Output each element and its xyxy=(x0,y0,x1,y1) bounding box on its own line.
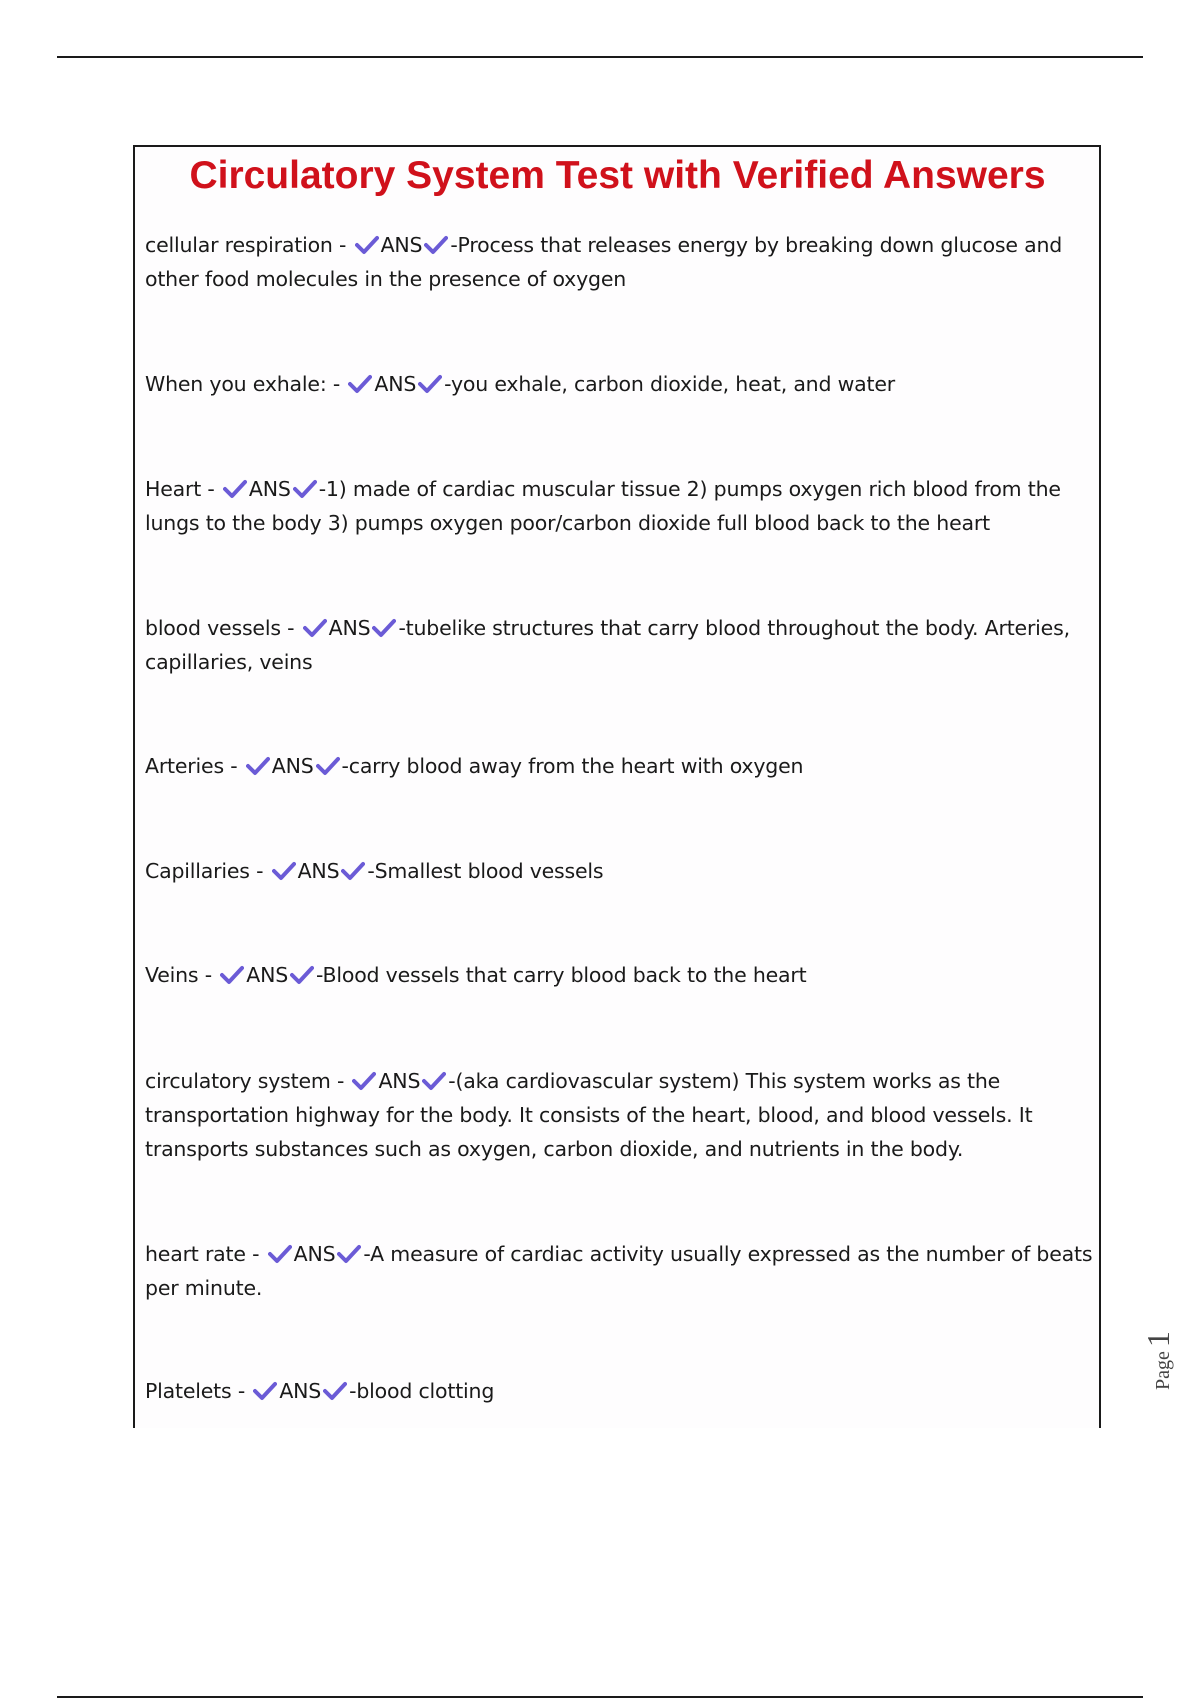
answer-marker: ANS xyxy=(279,1379,322,1403)
page-number-label xyxy=(1140,1331,1177,1390)
answer-marker: ANS xyxy=(378,1069,421,1093)
answer-marker: ANS xyxy=(297,859,340,883)
checkmark-icon xyxy=(355,235,379,255)
checkmark-icon xyxy=(253,1381,277,1401)
answer-marker: ANS xyxy=(374,372,417,396)
answer-marker: ANS xyxy=(380,233,423,257)
checkmark-icon xyxy=(422,1071,446,1091)
term: Heart - xyxy=(145,477,215,501)
checkmark-icon xyxy=(424,235,448,255)
list-item xyxy=(145,958,1095,992)
checkmark-icon xyxy=(303,618,327,638)
answer-marker: ANS xyxy=(271,754,314,778)
checkmark-icon xyxy=(290,965,314,985)
answer-marker: ANS xyxy=(246,963,289,987)
term: Capillaries - xyxy=(145,859,264,883)
definition: -blood clotting xyxy=(349,1379,495,1403)
definition: -Blood vessels that carry blood back to the heart xyxy=(316,963,807,987)
term: Veins - xyxy=(145,963,212,987)
list-item xyxy=(145,367,1095,401)
definition: -(aka cardiovascular system) This system works as the transportation highway for the body. It consists of the heart, blood, and blood vessels. It transports substances such as oxygen, carbon dioxide, and nutrients in the body. xyxy=(145,1069,1033,1161)
checkmark-icon xyxy=(268,1244,292,1264)
checkmark-icon xyxy=(246,756,270,776)
term: heart rate - xyxy=(145,1242,260,1266)
checkmark-icon xyxy=(323,1381,347,1401)
list-item xyxy=(145,228,1095,296)
definition: -tubelike structures that carry blood throughout the body. Arteries, capillaries, veins xyxy=(145,616,1070,674)
definition: -A measure of cardiac activity usually expressed as the number of beats per minute. xyxy=(145,1242,1093,1300)
definition: -you exhale, carbon dioxide, heat, and water xyxy=(444,372,896,396)
answer-marker: ANS xyxy=(328,616,371,640)
term: When you exhale: - xyxy=(145,372,341,396)
page-number: 1 xyxy=(1140,1331,1176,1348)
checkmark-icon xyxy=(348,374,372,394)
term: Platelets - xyxy=(145,1379,246,1403)
definition: -carry blood away from the heart with oxygen xyxy=(341,754,804,778)
term: circulatory system - xyxy=(145,1069,345,1093)
page-title: Circulatory System Test with Verified Answers xyxy=(189,154,1046,197)
list-item xyxy=(145,611,1095,679)
definition: -1) made of cardiac muscular tissue 2) pumps oxygen rich blood from the lungs to the body 3) pumps oxygen poor/carbon dioxide full blood back to the heart xyxy=(145,477,1061,535)
term: Arteries - xyxy=(145,754,238,778)
list-item xyxy=(145,1237,1095,1305)
answer-marker: ANS xyxy=(293,1242,336,1266)
checkmark-icon xyxy=(337,1244,361,1264)
list-item xyxy=(145,1374,1095,1408)
checkmark-icon xyxy=(418,374,442,394)
checkmark-icon xyxy=(372,618,396,638)
list-item xyxy=(145,854,1095,888)
definition: -Process that releases energy by breaking down glucose and other food molecules in the presence of oxygen xyxy=(145,233,1063,291)
content-frame xyxy=(133,145,1101,1428)
checkmark-icon xyxy=(272,861,296,881)
list-item xyxy=(145,1064,1095,1166)
checkmark-icon xyxy=(293,479,317,499)
bottom-rule xyxy=(57,1696,1143,1698)
checkmark-icon xyxy=(223,479,247,499)
checkmark-icon xyxy=(341,861,365,881)
term: blood vessels - xyxy=(145,616,295,640)
checkmark-icon xyxy=(316,756,340,776)
list-item xyxy=(145,472,1095,540)
list-item xyxy=(145,749,1095,783)
answer-marker: ANS xyxy=(248,477,291,501)
term: cellular respiration - xyxy=(145,233,347,257)
page-word: Page xyxy=(1152,1351,1174,1390)
top-rule xyxy=(57,56,1143,58)
checkmark-icon xyxy=(220,965,244,985)
checkmark-icon xyxy=(352,1071,376,1091)
definition: -Smallest blood vessels xyxy=(367,859,604,883)
